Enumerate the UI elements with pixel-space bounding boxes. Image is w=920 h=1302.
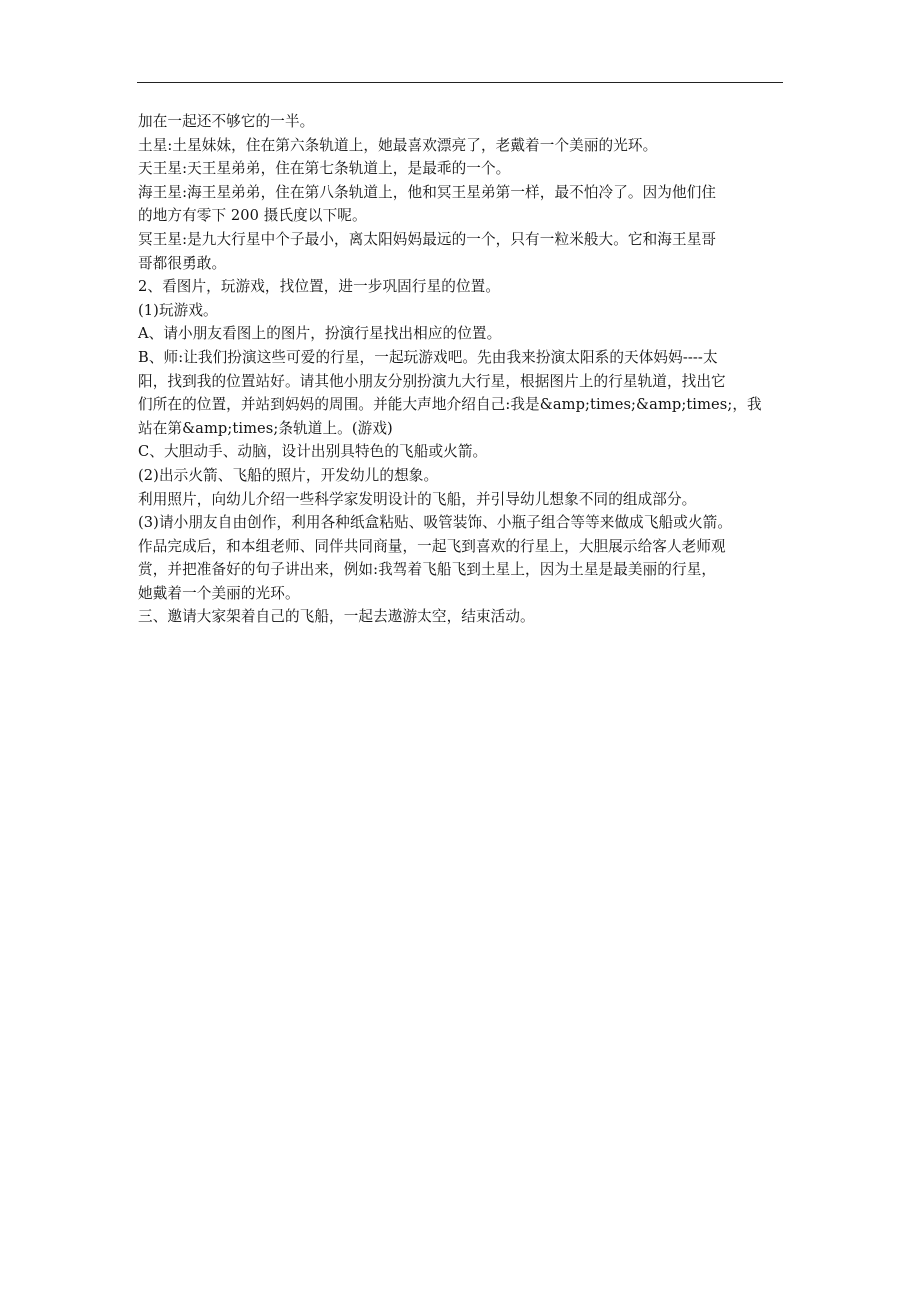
text-line: 们所在的位置，并站到妈妈的周围。并能大声地介绍自己:我是&amp;times;&amp;times;，我: [138, 396, 762, 414]
header-rule: [137, 82, 783, 83]
text-line: 站在第&amp;times;条轨道上。(游戏): [138, 419, 393, 437]
text-line: 海王星:海王星弟弟，住在第八条轨道上，他和冥王星弟第一样，最不怕冷了。因为他们住: [138, 183, 717, 201]
text-line: A、请小朋友看图上的图片，扮演行星找出相应的位置。: [138, 325, 502, 343]
text-line: 阳，找到我的位置站好。请其他小朋友分别扮演九大行星，根据图片上的行星轨道，找出它: [138, 372, 726, 390]
text-line: 加在一起还不够它的一半。: [138, 113, 315, 130]
text-line: 作品完成后，和本组老师、同伴共同商量，一起飞到喜欢的行星上，大胆展示给客人老师观: [138, 537, 726, 555]
text-line: 利用照片，向幼儿介绍一些科学家发明设计的飞船，并引导幼儿想象不同的组成部分。: [138, 490, 697, 508]
text-line: (3)请小朋友自由创作，利用各种纸盒粘贴、吸管装饰、小瓶子组合等等来做成飞船或火箭。: [138, 514, 733, 532]
body-text: [138, 110, 798, 629]
text-line: B、师:让我们扮演这些可爱的行星，一起玩游戏吧。先由我来扮演太阳系的天体妈妈----太: [138, 348, 718, 366]
text-line: 的地方有零下 200 摄氏度以下呢。: [138, 207, 367, 225]
text-line: 天王星:天王星弟弟，住在第七条轨道上，是最乖的一个。: [138, 160, 511, 178]
text-line: C、大胆动手、动脑，设计出别具特色的飞船或火箭。: [138, 443, 488, 461]
text-line: (1)玩游戏。: [138, 301, 218, 319]
text-line: (2)出示火箭、飞船的照片，开发幼儿的想象。: [138, 466, 439, 484]
text-line: 土星:土星妹妹，住在第六条轨道上，她最喜欢漂亮了，老戴着一个美丽的光环。: [138, 136, 658, 154]
text-line: 赏，并把准备好的句子讲出来，例如:我驾着飞船飞到土星上，因为土星是最美丽的行星，: [138, 561, 717, 579]
text-line: 2、看图片，玩游戏，找位置，进一步巩固行星的位置。: [138, 278, 501, 296]
text-line: 哥都很勇敢。: [138, 254, 227, 272]
text-line: 冥王星:是九大行星中个子最小，离太阳妈妈最远的一个，只有一粒米般大。它和海王星哥: [138, 230, 717, 248]
text-line: 她戴着一个美丽的光环。: [138, 584, 300, 602]
text-line: 三、邀请大家架着自己的飞船，一起去遨游太空，结束活动。: [138, 608, 535, 626]
